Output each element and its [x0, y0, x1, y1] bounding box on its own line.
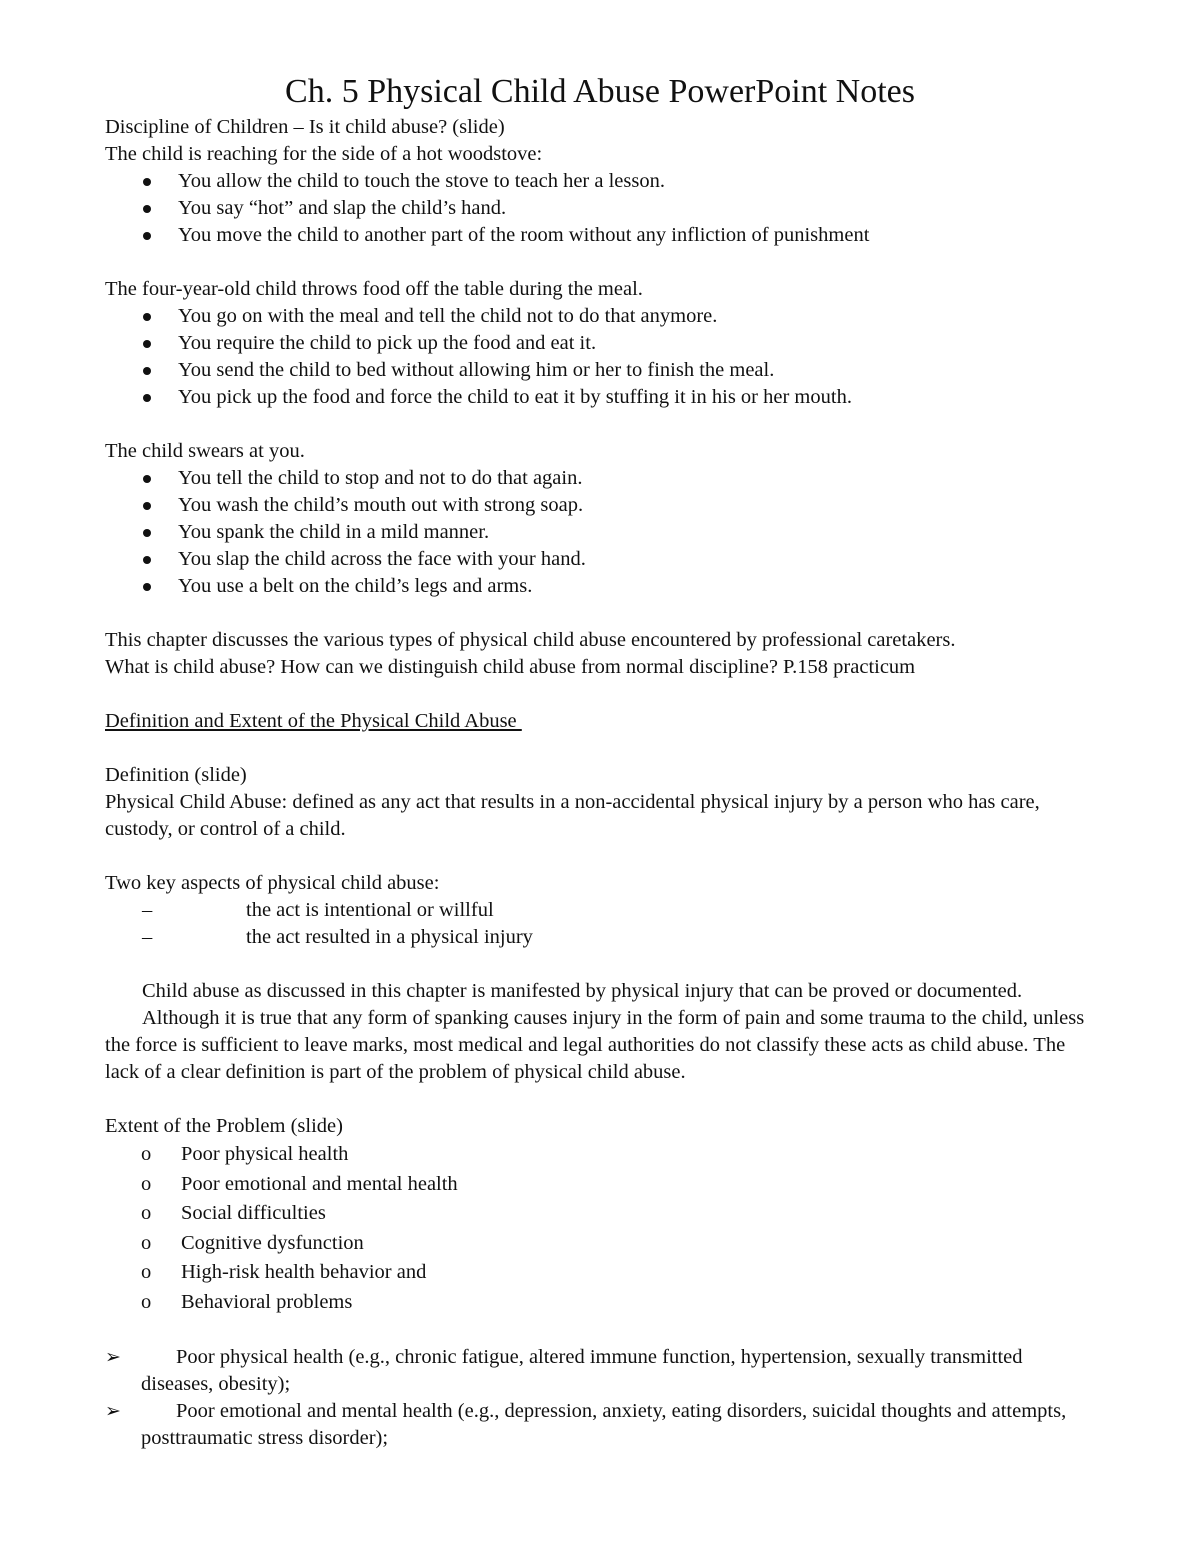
list-item: You require the child to pick up the food and eat it. [105, 330, 1105, 357]
arrow-bullet-icon: ➢ [105, 1400, 121, 1422]
circle-bullet-icon: o [141, 1231, 152, 1254]
list-item: You use a belt on the child’s legs and arms. [105, 573, 1105, 600]
circle-bullet-icon: o [141, 1290, 152, 1313]
bullet-icon [143, 367, 151, 375]
list-item: ➢ Poor physical health (e.g., chronic fatigue, altered immune function, hypertension, sexually transmitted diseases, obesity); [105, 1346, 1023, 1395]
section-heading: Definition and Extent of the Physical Child Abuse [105, 710, 522, 732]
circle-bullet-icon: o [141, 1172, 152, 1195]
dash-icon: – [142, 926, 153, 948]
bullet-icon [143, 340, 151, 348]
bullet-icon [143, 556, 151, 564]
dash-icon: – [142, 899, 153, 921]
extent-heading: Extent of the Problem (slide) [105, 1115, 343, 1137]
circle-bullet-icon: o [141, 1143, 152, 1165]
list-item: You say “hot” and slap the child’s hand. [105, 195, 1105, 222]
scenario-prompt: The four-year-old child throws food off the table during the meal. [105, 278, 643, 300]
arrow-bullet-icon: ➢ [105, 1346, 121, 1368]
page-title: Ch. 5 Physical Child Abuse PowerPoint Notes [285, 73, 915, 110]
list-item: o Poor physical health [105, 1140, 1105, 1170]
bullet-icon [143, 502, 151, 510]
bullet-icon [143, 232, 151, 240]
definition-text: Physical Child Abuse: defined as any act that results in a non-accidental physical injury by a person who has care, custody, or control of a child. [105, 791, 1040, 840]
scenario-prompt: The child swears at you. [105, 440, 305, 462]
list-item: You wash the child’s mouth out with strong soap. [105, 492, 1105, 519]
list-item: o Social difficulties [105, 1199, 1105, 1229]
bullet-icon [143, 583, 151, 591]
scenario-prompt: The child is reaching for the side of a hot woodstove: [105, 143, 543, 165]
list-item: o Behavioral problems [105, 1288, 1105, 1318]
list-item: – the act resulted in a physical injury [105, 924, 1105, 951]
list-item: You tell the child to stop and not to do that again. [105, 465, 1105, 492]
list-item: You move the child to another part of the room without any infliction of punishment [105, 222, 1105, 249]
definition-subheading: Definition (slide) [105, 764, 247, 786]
discipline-heading: Discipline of Children – Is it child abuse? (slide) [105, 116, 505, 138]
list-item: You send the child to bed without allowing him or her to finish the meal. [105, 357, 1105, 384]
list-item: – the act is intentional or willful [105, 897, 1105, 924]
list-item: o High-risk health behavior and [105, 1258, 1105, 1288]
paragraph: Child abuse as discussed in this chapter is manifested by physical injury that can be proved or documented. [142, 980, 1023, 1002]
circle-bullet-icon: o [141, 1202, 152, 1224]
list-item: o Poor emotional and mental health [105, 1170, 1105, 1200]
bullet-icon [143, 394, 151, 402]
list-item: You go on with the meal and tell the child not to do that anymore. [105, 303, 1105, 330]
scenario-options-list [105, 303, 1105, 411]
list-item: You spank the child in a mild manner. [105, 519, 1105, 546]
bullet-icon [143, 178, 151, 186]
scenario-options-list [105, 168, 1105, 249]
bullet-icon [143, 205, 151, 213]
list-item: ➢ Poor emotional and mental health (e.g., depression, anxiety, eating disorders, suicidal thoughts and attempts, posttraumatic stress disorder); [105, 1400, 1067, 1449]
scenario-options-list [105, 465, 1105, 600]
list-item: You allow the child to touch the stove to teach her a lesson. [105, 168, 1105, 195]
bullet-icon [143, 313, 151, 321]
bullet-icon [143, 529, 151, 537]
extent-list [105, 1140, 1105, 1317]
bullet-icon [143, 475, 151, 483]
paragraph: Although it is true that any form of spanking causes injury in the form of pain and some trauma to the child, unless the force is sufficient to leave marks, most medical and legal authorities do not classify these acts as child abuse. The lack of a clear definition is part of the problem of physical child abuse. [105, 1007, 1085, 1083]
chapter-summary-line: This chapter discusses the various types of physical child abuse encountered by professional caretakers. [105, 629, 956, 651]
circle-bullet-icon: o [141, 1261, 152, 1283]
list-item: You pick up the food and force the child to eat it by stuffing it in his or her mouth. [105, 384, 1105, 411]
document-page [105, 70, 1105, 1452]
list-item: You slap the child across the face with your hand. [105, 546, 1105, 573]
list-item: o Cognitive dysfunction [105, 1229, 1105, 1259]
aspects-heading: Two key aspects of physical child abuse: [105, 872, 440, 894]
chapter-question-line: What is child abuse? How can we distinguish child abuse from normal discipline? P.158 practicum [105, 656, 916, 678]
